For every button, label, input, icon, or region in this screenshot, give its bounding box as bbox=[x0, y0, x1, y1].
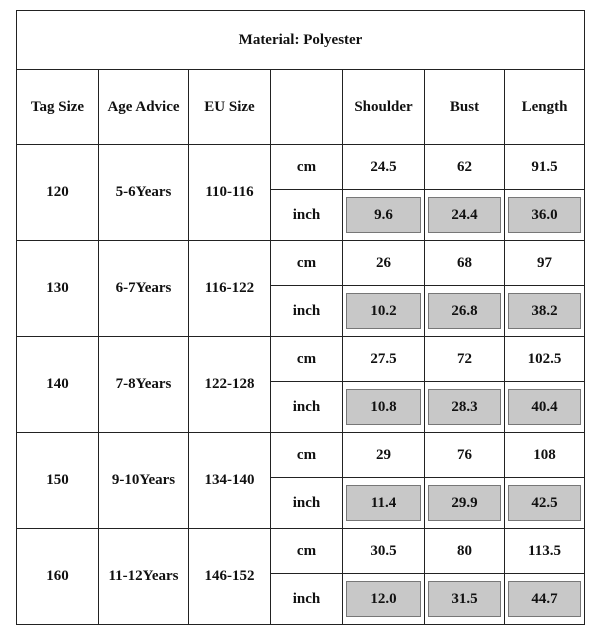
unit-inch-cell: inch bbox=[271, 382, 343, 433]
eu-size-cell: 122-128 bbox=[189, 337, 271, 433]
unit-cm-cell: cm bbox=[271, 241, 343, 286]
header-age-advice: Age Advice bbox=[99, 70, 189, 145]
shoulder-cm-cell: 27.5 bbox=[343, 337, 425, 382]
length-inch-value: 36.0 bbox=[508, 197, 581, 233]
length-inch-cell bbox=[505, 382, 585, 433]
unit-inch-cell: inch bbox=[271, 286, 343, 337]
bust-cm-cell: 68 bbox=[425, 241, 505, 286]
age-advice-cell: 7-8Years bbox=[99, 337, 189, 433]
eu-size-cell: 110-116 bbox=[189, 145, 271, 241]
bust-inch-cell bbox=[425, 286, 505, 337]
size-chart-table bbox=[16, 10, 585, 625]
header-bust: Bust bbox=[425, 70, 505, 145]
shoulder-inch-cell bbox=[343, 286, 425, 337]
shoulder-inch-cell bbox=[343, 478, 425, 529]
age-advice-cell: 11-12Years bbox=[99, 529, 189, 625]
unit-inch-cell: inch bbox=[271, 574, 343, 625]
bust-inch-value: 28.3 bbox=[428, 389, 501, 425]
table-title: Material: Polyester bbox=[17, 11, 585, 70]
unit-cm-cell: cm bbox=[271, 529, 343, 574]
length-inch-value: 44.7 bbox=[508, 581, 581, 617]
title-row bbox=[17, 11, 585, 70]
length-cm-cell: 91.5 bbox=[505, 145, 585, 190]
header-row bbox=[17, 70, 585, 145]
bust-inch-cell bbox=[425, 478, 505, 529]
shoulder-cm-cell: 30.5 bbox=[343, 529, 425, 574]
size-rows bbox=[17, 145, 585, 625]
tag-size-cell: 160 bbox=[17, 529, 99, 625]
unit-inch-cell: inch bbox=[271, 190, 343, 241]
length-cm-cell: 113.5 bbox=[505, 529, 585, 574]
unit-cm-cell: cm bbox=[271, 433, 343, 478]
shoulder-inch-value: 12.0 bbox=[346, 581, 421, 617]
length-cm-cell: 97 bbox=[505, 241, 585, 286]
bust-inch-value: 26.8 bbox=[428, 293, 501, 329]
shoulder-cm-cell: 24.5 bbox=[343, 145, 425, 190]
length-inch-cell bbox=[505, 190, 585, 241]
age-advice-cell: 6-7Years bbox=[99, 241, 189, 337]
shoulder-inch-value: 11.4 bbox=[346, 485, 421, 521]
bust-cm-cell: 80 bbox=[425, 529, 505, 574]
shoulder-inch-cell bbox=[343, 190, 425, 241]
shoulder-cm-cell: 26 bbox=[343, 241, 425, 286]
unit-cm-cell: cm bbox=[271, 337, 343, 382]
size-row-cm bbox=[17, 145, 585, 190]
shoulder-inch-value: 10.2 bbox=[346, 293, 421, 329]
length-inch-cell bbox=[505, 286, 585, 337]
bust-inch-value: 29.9 bbox=[428, 485, 501, 521]
bust-cm-cell: 62 bbox=[425, 145, 505, 190]
age-advice-cell: 9-10Years bbox=[99, 433, 189, 529]
shoulder-inch-value: 9.6 bbox=[346, 197, 421, 233]
tag-size-cell: 140 bbox=[17, 337, 99, 433]
shoulder-inch-cell bbox=[343, 382, 425, 433]
length-inch-cell bbox=[505, 574, 585, 625]
header-unit bbox=[271, 70, 343, 145]
age-advice-cell: 5-6Years bbox=[99, 145, 189, 241]
bust-inch-value: 24.4 bbox=[428, 197, 501, 233]
shoulder-inch-cell bbox=[343, 574, 425, 625]
header-length: Length bbox=[505, 70, 585, 145]
shoulder-inch-value: 10.8 bbox=[346, 389, 421, 425]
unit-cm-cell: cm bbox=[271, 145, 343, 190]
header-tag-size: Tag Size bbox=[17, 70, 99, 145]
header-shoulder: Shoulder bbox=[343, 70, 425, 145]
length-inch-value: 42.5 bbox=[508, 485, 581, 521]
bust-inch-cell bbox=[425, 382, 505, 433]
length-inch-value: 40.4 bbox=[508, 389, 581, 425]
size-row-cm bbox=[17, 433, 585, 478]
bust-cm-cell: 76 bbox=[425, 433, 505, 478]
tag-size-cell: 120 bbox=[17, 145, 99, 241]
bust-inch-cell bbox=[425, 190, 505, 241]
bust-inch-cell bbox=[425, 574, 505, 625]
length-inch-value: 38.2 bbox=[508, 293, 581, 329]
eu-size-cell: 116-122 bbox=[189, 241, 271, 337]
size-row-cm bbox=[17, 529, 585, 574]
length-inch-cell bbox=[505, 478, 585, 529]
tag-size-cell: 130 bbox=[17, 241, 99, 337]
eu-size-cell: 134-140 bbox=[189, 433, 271, 529]
length-cm-cell: 102.5 bbox=[505, 337, 585, 382]
bust-inch-value: 31.5 bbox=[428, 581, 501, 617]
size-row-cm bbox=[17, 241, 585, 286]
shoulder-cm-cell: 29 bbox=[343, 433, 425, 478]
size-row-cm bbox=[17, 337, 585, 382]
bust-cm-cell: 72 bbox=[425, 337, 505, 382]
tag-size-cell: 150 bbox=[17, 433, 99, 529]
header-eu-size: EU Size bbox=[189, 70, 271, 145]
eu-size-cell: 146-152 bbox=[189, 529, 271, 625]
unit-inch-cell: inch bbox=[271, 478, 343, 529]
length-cm-cell: 108 bbox=[505, 433, 585, 478]
